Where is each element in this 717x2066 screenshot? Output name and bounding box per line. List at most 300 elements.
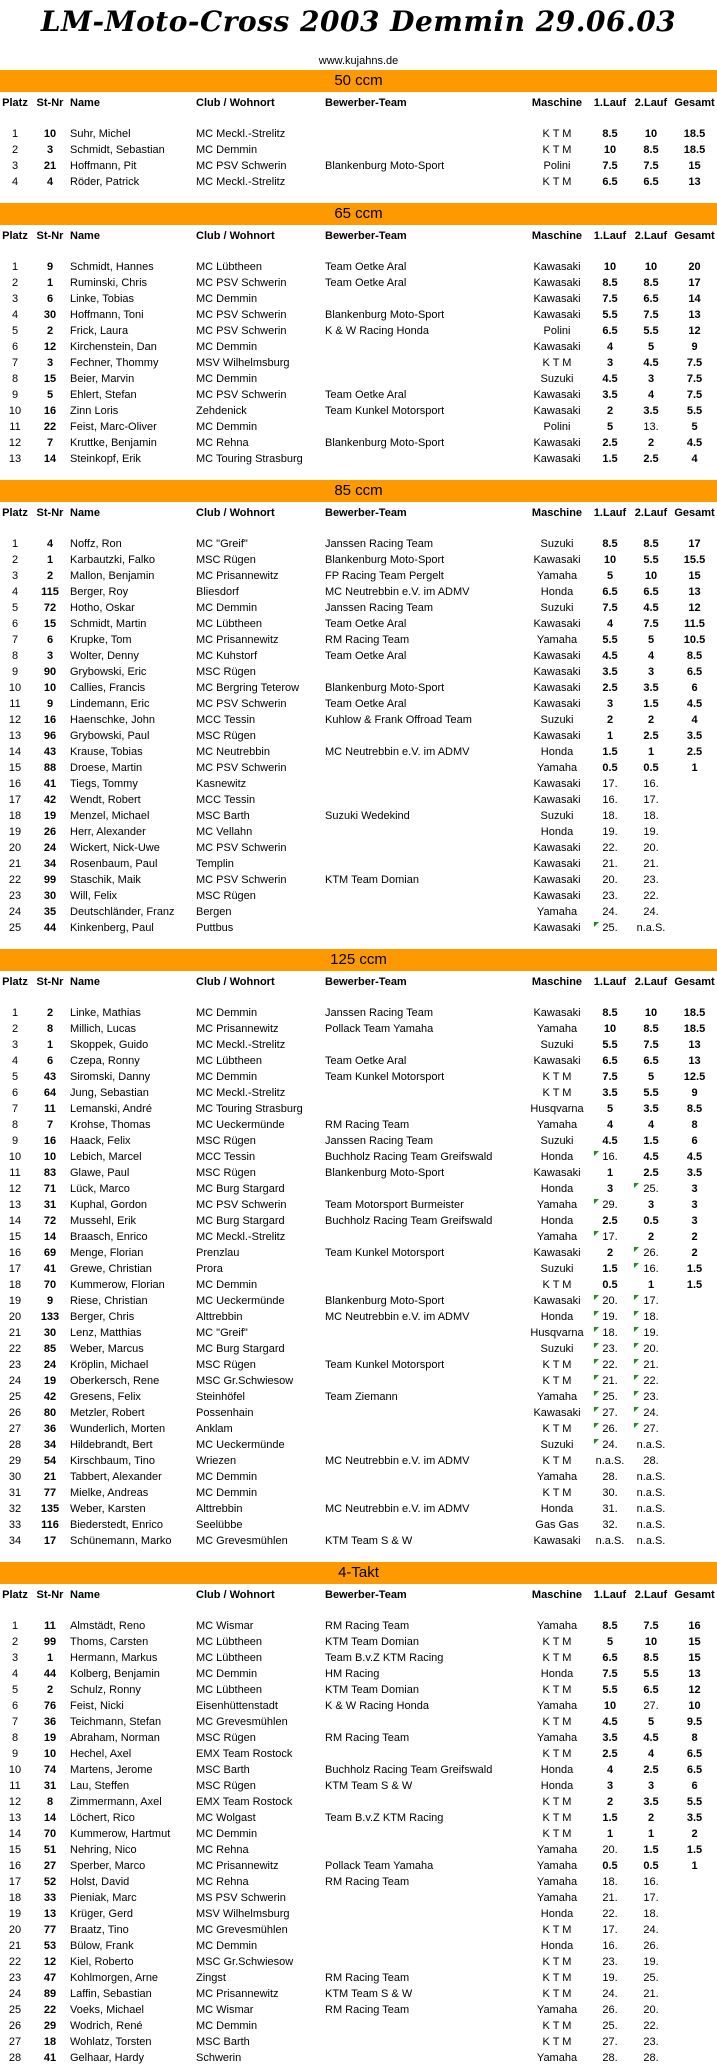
cell-club: MSV Wilhelmsburg bbox=[196, 1908, 290, 1920]
cell-gesamt: 7.5 bbox=[686, 373, 703, 385]
cell-club: MC Burg Stargard bbox=[196, 1183, 285, 1195]
result-row bbox=[0, 1501, 717, 1517]
cell-lauf1: 6.5 bbox=[602, 1652, 618, 1664]
cell-rider-name: Sperber, Marco bbox=[70, 1860, 146, 1872]
cell-maschine: Honda bbox=[540, 1780, 574, 1792]
col-header-lauf2: 2.Lauf bbox=[634, 1589, 668, 1601]
cell-lauf2: 2 bbox=[647, 1812, 655, 1824]
cell-club: MC PSV Schwerin bbox=[196, 762, 287, 774]
cell-lauf1: 5.5 bbox=[602, 309, 618, 321]
cell-lauf2: n.a.S. bbox=[636, 1535, 666, 1547]
cell-rider-name: Pieniak, Marc bbox=[70, 1892, 137, 1904]
cell-start-number: 21 bbox=[43, 160, 57, 172]
cell-team: KTM Team Domian bbox=[325, 1684, 419, 1696]
cell-team: Team Kunkel Motorsport bbox=[325, 1359, 445, 1371]
cell-platz: 22 bbox=[8, 1343, 22, 1355]
cell-lauf2: 17. bbox=[643, 794, 659, 806]
cell-platz: 2 bbox=[11, 1636, 19, 1648]
cell-club: MC Demmin bbox=[196, 373, 258, 385]
cell-rider-name: Löchert, Rico bbox=[70, 1812, 135, 1824]
cell-lauf2: 23. bbox=[643, 2036, 659, 2048]
cell-rider-name: Staschik, Maik bbox=[70, 874, 141, 886]
cell-lauf1: 5.5 bbox=[602, 1684, 618, 1696]
result-row bbox=[0, 1890, 717, 1906]
result-row bbox=[0, 1261, 717, 1277]
cell-rider-name: Suhr, Michel bbox=[70, 128, 131, 140]
cell-lauf1: 1.5 bbox=[602, 746, 618, 758]
cell-start-number: 19 bbox=[43, 1732, 57, 1744]
cell-lauf2: 7.5 bbox=[643, 1039, 659, 1051]
col-header-club: Club / Wohnort bbox=[196, 507, 275, 519]
cell-club: MC Wolgast bbox=[196, 1812, 256, 1824]
cell-rider-name: Callies, Francis bbox=[70, 682, 146, 694]
result-row bbox=[0, 1682, 717, 1698]
cell-maschine: K T M bbox=[542, 2036, 572, 2048]
cell-maschine: K T M bbox=[542, 1796, 572, 1808]
cell-club: MC PSV Schwerin bbox=[196, 698, 287, 710]
result-row bbox=[0, 1021, 717, 1037]
cell-gesamt: 3 bbox=[691, 1215, 698, 1227]
cell-team: Team Ziemann bbox=[325, 1391, 398, 1403]
cell-lauf1: 22. bbox=[592, 1357, 628, 1373]
cell-platz: 29 bbox=[8, 1455, 22, 1467]
cell-platz: 4 bbox=[11, 176, 19, 188]
col-header-stnr: St-Nr bbox=[36, 230, 64, 242]
cell-club: MC Demmin bbox=[196, 1279, 258, 1291]
cell-lauf1: 25. bbox=[592, 1389, 628, 1405]
result-row bbox=[0, 275, 717, 291]
cell-rider-name: Kröplin, Michael bbox=[70, 1359, 149, 1371]
cell-maschine: K T M bbox=[542, 1956, 572, 1968]
cell-club: MC Demmin bbox=[196, 1668, 258, 1680]
result-row bbox=[0, 435, 717, 451]
cell-club: MC Meckl.-Strelitz bbox=[196, 1231, 286, 1243]
cell-team: Buchholz Racing Team Greifswald bbox=[325, 1151, 493, 1163]
cell-club: MC Lübtheen bbox=[196, 618, 263, 630]
cell-lauf2: 18. bbox=[643, 1908, 659, 1920]
cell-lauf2: 3 bbox=[647, 1780, 655, 1792]
cell-start-number: 14 bbox=[43, 1231, 57, 1243]
cell-gesamt: 15 bbox=[688, 1652, 701, 1664]
cell-club: MSC Rügen bbox=[196, 554, 256, 566]
cell-start-number: 27 bbox=[43, 1860, 57, 1872]
cell-start-number: 135 bbox=[40, 1503, 60, 1515]
cell-club: MS PSV Schwerin bbox=[196, 1892, 286, 1904]
cell-platz: 15 bbox=[8, 762, 22, 774]
cell-maschine: Gas Gas bbox=[535, 1519, 579, 1531]
cell-lauf1: 1 bbox=[606, 1167, 614, 1179]
cell-platz: 1 bbox=[11, 128, 19, 140]
cell-lauf2: n.a.S. bbox=[636, 1503, 666, 1515]
cell-gesamt: 3.5 bbox=[686, 1167, 703, 1179]
cell-start-number: 96 bbox=[43, 730, 57, 742]
cell-platz: 17 bbox=[8, 1876, 22, 1888]
cell-gesamt: 17 bbox=[688, 277, 701, 289]
class-title-bar: 65 ccm bbox=[0, 203, 717, 225]
cell-rider-name: Gelhaar, Hardy bbox=[70, 2052, 144, 2064]
cell-rider-name: Grewe, Christian bbox=[70, 1263, 152, 1275]
cell-gesamt: 7.5 bbox=[686, 357, 703, 369]
cell-start-number: 16 bbox=[43, 405, 57, 417]
cell-rider-name: Thoms, Carsten bbox=[70, 1636, 149, 1648]
cell-lauf2: 6.5 bbox=[643, 586, 659, 598]
cell-start-number: 11 bbox=[44, 1103, 56, 1115]
cell-start-number: 47 bbox=[43, 1972, 57, 1984]
result-row bbox=[0, 1842, 717, 1858]
cell-maschine: Honda bbox=[540, 826, 574, 838]
cell-lauf2: 8.5 bbox=[643, 144, 659, 156]
cell-maschine: Kawasaki bbox=[533, 842, 581, 854]
cell-club: MC Lübtheen bbox=[196, 261, 263, 273]
cell-start-number: 41 bbox=[43, 778, 57, 790]
cell-club: MC Meckl.-Strelitz bbox=[196, 176, 286, 188]
cell-platz: 23 bbox=[8, 890, 22, 902]
col-header-lauf1: 1.Lauf bbox=[593, 1589, 627, 1601]
cell-rider-name: Tabbert, Alexander bbox=[70, 1471, 162, 1483]
result-row bbox=[0, 1341, 717, 1357]
cell-platz: 7 bbox=[11, 357, 19, 369]
cell-club: MC Lübtheen bbox=[196, 1055, 263, 1067]
cell-lauf2: 3.5 bbox=[643, 405, 659, 417]
cell-maschine: Polini bbox=[543, 325, 571, 337]
cell-lauf1: 3 bbox=[606, 1780, 614, 1792]
cell-start-number: 33 bbox=[43, 1892, 57, 1904]
cell-lauf2: 1 bbox=[647, 1828, 655, 1840]
cell-lauf2: 6.5 bbox=[643, 176, 659, 188]
cell-platz: 19 bbox=[8, 1295, 22, 1307]
cell-lauf1: 17. bbox=[602, 778, 618, 790]
col-header-lauf2: 2.Lauf bbox=[634, 230, 668, 242]
cell-lauf2: 4.5 bbox=[643, 1732, 659, 1744]
cell-platz: 2 bbox=[11, 554, 19, 566]
cell-platz: 19 bbox=[8, 826, 22, 838]
cell-lauf2: 3.5 bbox=[643, 1796, 659, 1808]
result-row bbox=[0, 1666, 717, 1682]
cell-club: MC PSV Schwerin bbox=[196, 309, 287, 321]
cell-rider-name: Kolberg, Benjamin bbox=[70, 1668, 160, 1680]
result-row bbox=[0, 1938, 717, 1954]
cell-club: MCC Tessin bbox=[196, 714, 256, 726]
cell-club: MSC Rügen bbox=[196, 1359, 256, 1371]
cell-gesamt: 16 bbox=[688, 1620, 701, 1632]
cell-club: MC Wismar bbox=[196, 1620, 254, 1632]
cell-maschine: Yamaha bbox=[536, 762, 578, 774]
cell-start-number: 72 bbox=[43, 1215, 57, 1227]
cell-lauf2: 17. bbox=[643, 1892, 659, 1904]
cell-lauf1: 24. bbox=[602, 1988, 618, 2000]
cell-team: Janssen Racing Team bbox=[325, 538, 434, 550]
cell-platz: 4 bbox=[11, 586, 19, 598]
cell-maschine: Kawasaki bbox=[533, 261, 581, 273]
cell-start-number: 19 bbox=[43, 810, 57, 822]
cell-lauf1: 18. bbox=[602, 1876, 618, 1888]
column-header-row bbox=[0, 1586, 717, 1604]
cell-rider-name: Biederstedt, Enrico bbox=[70, 1519, 163, 1531]
result-row bbox=[0, 387, 717, 403]
cell-maschine: K T M bbox=[542, 1684, 572, 1696]
col-header-name: Name bbox=[70, 507, 100, 519]
cell-platz: 13 bbox=[8, 1199, 22, 1211]
cell-lauf1: 20. bbox=[602, 874, 618, 886]
col-header-team: Bewerber-Team bbox=[325, 97, 407, 109]
cell-platz: 12 bbox=[8, 1796, 22, 1808]
cell-platz: 16 bbox=[8, 1860, 22, 1872]
cell-start-number: 2 bbox=[46, 1684, 54, 1696]
cell-team: FP Racing Team Pergelt bbox=[325, 570, 444, 582]
cell-lauf1: 4 bbox=[606, 618, 614, 630]
cell-lauf2: 13. bbox=[643, 421, 659, 433]
cell-lauf2: 22. bbox=[643, 2020, 659, 2032]
cell-rider-name: Krüger, Gerd bbox=[70, 1908, 133, 1920]
cell-lauf2: 3 bbox=[647, 666, 655, 678]
cell-club: MC Rehna bbox=[196, 1844, 249, 1856]
cell-gesamt: 18.5 bbox=[683, 144, 706, 156]
cell-platz: 26 bbox=[8, 1407, 22, 1419]
cell-lauf2: 5 bbox=[647, 341, 655, 353]
cell-lauf1: 10 bbox=[603, 1700, 617, 1712]
cell-lauf1: 19. bbox=[602, 1972, 618, 1984]
cell-maschine: Yamaha bbox=[536, 1860, 578, 1872]
result-row bbox=[0, 664, 717, 680]
cell-maschine: Yamaha bbox=[536, 1471, 578, 1483]
cell-team: Janssen Racing Team bbox=[325, 602, 434, 614]
cell-rider-name: Will, Felix bbox=[70, 890, 118, 902]
cell-maschine: Yamaha bbox=[536, 2052, 578, 2064]
col-header-club: Club / Wohnort bbox=[196, 97, 275, 109]
cell-start-number: 1 bbox=[46, 1039, 54, 1051]
website-link[interactable]: www.kujahns.de bbox=[318, 55, 399, 67]
cell-lauf2: 7.5 bbox=[643, 160, 659, 172]
cell-maschine: Suzuki bbox=[540, 1039, 574, 1051]
cell-rider-name: Noffz, Ron bbox=[70, 538, 122, 550]
cell-lauf2: 27. bbox=[643, 1700, 659, 1712]
result-row bbox=[0, 616, 717, 632]
result-row bbox=[0, 648, 717, 664]
cell-gesamt: 1.5 bbox=[686, 1263, 703, 1275]
cell-club: EMX Team Rostock bbox=[196, 1748, 293, 1760]
cell-rider-name: Weber, Marcus bbox=[70, 1343, 144, 1355]
cell-lauf2: 4 bbox=[647, 650, 655, 662]
cell-platz: 34 bbox=[8, 1535, 22, 1547]
cell-team: RM Racing Team bbox=[325, 2004, 410, 2016]
cell-lauf2: 22. bbox=[632, 1373, 670, 1389]
cell-start-number: 88 bbox=[43, 762, 57, 774]
cell-start-number: 19 bbox=[43, 1375, 57, 1387]
cell-lauf2: 22. bbox=[643, 890, 659, 902]
cell-platz: 9 bbox=[11, 666, 19, 678]
cell-rider-name: Krause, Tobias bbox=[70, 746, 143, 758]
cell-platz: 16 bbox=[8, 1247, 22, 1259]
cell-club: MC Demmin bbox=[196, 2020, 258, 2032]
result-row bbox=[0, 872, 717, 888]
cell-gesamt: 2.5 bbox=[686, 746, 703, 758]
cell-club: MC Demmin bbox=[196, 1940, 258, 1952]
result-row bbox=[0, 856, 717, 872]
cell-lauf1: 3.5 bbox=[602, 1087, 618, 1099]
cell-gesamt: 13 bbox=[688, 1055, 701, 1067]
cell-club: MC Grevesmühlen bbox=[196, 1924, 288, 1936]
cell-start-number: 34 bbox=[43, 858, 57, 870]
cell-lauf1: 19. bbox=[602, 826, 618, 838]
cell-rider-name: Wohlatz, Torsten bbox=[70, 2036, 152, 2048]
cell-lauf2: 10 bbox=[644, 261, 658, 273]
cell-maschine: K T M bbox=[542, 1455, 572, 1467]
class-title-bar: 85 ccm bbox=[0, 480, 717, 502]
cell-rider-name: Lindemann, Eric bbox=[70, 698, 150, 710]
result-row bbox=[0, 1213, 717, 1229]
result-row bbox=[0, 680, 717, 696]
cell-lauf2: 7.5 bbox=[643, 309, 659, 321]
cell-maschine: Suzuki bbox=[540, 538, 574, 550]
cell-start-number: 71 bbox=[43, 1183, 57, 1195]
cell-club: MC Demmin bbox=[196, 1828, 258, 1840]
cell-lauf2: 4.5 bbox=[643, 602, 659, 614]
result-row bbox=[0, 291, 717, 307]
cell-gesamt: 1.5 bbox=[686, 1279, 703, 1291]
cell-rider-name: Kirschbaum, Tino bbox=[70, 1455, 155, 1467]
result-rows bbox=[0, 259, 717, 467]
result-row bbox=[0, 1117, 717, 1133]
cell-club: MC Grevesmühlen bbox=[196, 1716, 288, 1728]
col-header-name: Name bbox=[70, 976, 100, 988]
cell-club: MC Rehna bbox=[196, 437, 249, 449]
cell-maschine: Yamaha bbox=[536, 1620, 578, 1632]
col-header-team: Bewerber-Team bbox=[325, 230, 407, 242]
cell-club: MC Demmin bbox=[196, 293, 258, 305]
result-row bbox=[0, 1293, 717, 1309]
cell-club: Kasnewitz bbox=[196, 778, 247, 790]
cell-club: MC PSV Schwerin bbox=[196, 160, 287, 172]
cell-lauf1: 0.5 bbox=[602, 1279, 618, 1291]
cell-gesamt: 9 bbox=[691, 341, 698, 353]
cell-team: Team Oetke Aral bbox=[325, 698, 407, 710]
cell-lauf1: 27. bbox=[602, 2036, 618, 2048]
cell-platz: 11 bbox=[9, 698, 21, 710]
result-row bbox=[0, 1858, 717, 1874]
cell-maschine: Suzuki bbox=[540, 1439, 574, 1451]
cell-maschine: Honda bbox=[540, 1908, 574, 1920]
class-section bbox=[0, 70, 717, 190]
cell-team: RM Racing Team bbox=[325, 1732, 410, 1744]
cell-platz: 8 bbox=[11, 1119, 19, 1131]
cell-rider-name: Bülow, Frank bbox=[70, 1940, 134, 1952]
cell-start-number: 2 bbox=[46, 1007, 54, 1019]
cell-club: MC Kuhstorf bbox=[196, 650, 258, 662]
result-row bbox=[0, 696, 717, 712]
cell-start-number: 10 bbox=[43, 128, 57, 140]
cell-platz: 14 bbox=[8, 1828, 22, 1840]
cell-platz: 17 bbox=[8, 794, 22, 806]
cell-start-number: 54 bbox=[43, 1455, 57, 1467]
cell-rider-name: Lau, Steffen bbox=[70, 1780, 130, 1792]
cell-lauf1: 1.5 bbox=[602, 453, 618, 465]
result-row bbox=[0, 1810, 717, 1826]
col-header-lauf2: 2.Lauf bbox=[634, 97, 668, 109]
cell-lauf1: 1.5 bbox=[602, 1263, 618, 1275]
cell-lauf1: 5 bbox=[606, 570, 614, 582]
cell-lauf2: 2.5 bbox=[643, 1167, 659, 1179]
cell-lauf1: 27. bbox=[592, 1405, 628, 1421]
cell-platz: 16 bbox=[8, 778, 22, 790]
cell-lauf1: 8.5 bbox=[602, 128, 618, 140]
cell-team: Team Oetke Aral bbox=[325, 261, 407, 273]
cell-club: Bergen bbox=[196, 906, 232, 918]
cell-gesamt: 5.5 bbox=[686, 1796, 703, 1808]
cell-gesamt: 1 bbox=[691, 1860, 698, 1872]
cell-start-number: 1 bbox=[46, 277, 54, 289]
cell-gesamt: 6.5 bbox=[686, 1748, 703, 1760]
cell-lauf1: 8.5 bbox=[602, 538, 618, 550]
cell-club: MC Neutrebbin bbox=[196, 746, 270, 758]
cell-maschine: Kawasaki bbox=[533, 554, 581, 566]
cell-start-number: 80 bbox=[43, 1407, 57, 1419]
cell-platz: 24 bbox=[8, 1988, 22, 2000]
cell-club: MC "Greif" bbox=[196, 1327, 248, 1339]
cell-lauf2: 27. bbox=[632, 1421, 670, 1437]
cell-rider-name: Jung, Sebastian bbox=[70, 1087, 149, 1099]
result-row bbox=[0, 1197, 717, 1213]
cell-platz: 6 bbox=[11, 1700, 19, 1712]
cell-team: K & W Racing Honda bbox=[325, 1700, 429, 1712]
cell-lauf2: 5.5 bbox=[643, 1087, 659, 1099]
cell-lauf2: 28. bbox=[643, 1455, 659, 1467]
cell-platz: 6 bbox=[11, 341, 19, 353]
cell-lauf1: 7.5 bbox=[602, 602, 618, 614]
cell-maschine: Honda bbox=[540, 746, 574, 758]
cell-lauf2: 8.5 bbox=[643, 538, 659, 550]
cell-gesamt: 12 bbox=[688, 602, 701, 614]
col-header-gesamt: Gesamt bbox=[674, 507, 715, 519]
cell-maschine: Suzuki bbox=[540, 714, 574, 726]
result-row bbox=[0, 1309, 717, 1325]
cell-platz: 22 bbox=[8, 1956, 22, 1968]
cell-start-number: 36 bbox=[43, 1423, 57, 1435]
cell-lauf1: 6.5 bbox=[602, 325, 618, 337]
cell-platz: 32 bbox=[8, 1503, 22, 1515]
cell-platz: 21 bbox=[8, 1327, 22, 1339]
cell-start-number: 90 bbox=[43, 666, 57, 678]
cell-rider-name: Kiel, Roberto bbox=[70, 1956, 134, 1968]
cell-platz: 7 bbox=[11, 1716, 19, 1728]
cell-start-number: 12 bbox=[43, 1956, 57, 1968]
cell-lauf2: 16. bbox=[643, 778, 659, 790]
cell-platz: 18 bbox=[8, 1892, 22, 1904]
cell-rider-name: Menzel, Michael bbox=[70, 810, 150, 822]
cell-maschine: Kawasaki bbox=[533, 1407, 581, 1419]
cell-rider-name: Berger, Roy bbox=[70, 586, 129, 598]
cell-platz: 10 bbox=[8, 405, 22, 417]
cell-start-number: 24 bbox=[43, 1359, 57, 1371]
cell-platz: 26 bbox=[8, 2020, 22, 2032]
cell-gesamt: 8 bbox=[691, 1732, 698, 1744]
cell-lauf1: 3.5 bbox=[602, 1732, 618, 1744]
cell-maschine: Yamaha bbox=[536, 1199, 578, 1211]
cell-rider-name: Beier, Marvin bbox=[70, 373, 135, 385]
result-row bbox=[0, 1986, 717, 2002]
cell-maschine: Suzuki bbox=[540, 1135, 574, 1147]
cell-platz: 27 bbox=[8, 2036, 22, 2048]
cell-lauf2: n.a.S. bbox=[636, 1439, 666, 1451]
cell-gesamt: 13 bbox=[688, 1668, 701, 1680]
result-row bbox=[0, 600, 717, 616]
cell-club: MC Prisannewitz bbox=[196, 1860, 279, 1872]
cell-lauf1: n.a.S. bbox=[595, 1455, 625, 1467]
result-row bbox=[0, 2018, 717, 2034]
cell-rider-name: Millich, Lucas bbox=[70, 1023, 137, 1035]
cell-club: MC Meckl.-Strelitz bbox=[196, 128, 286, 140]
col-header-club: Club / Wohnort bbox=[196, 1589, 275, 1601]
cell-team: MC Neutrebbin e.V. im ADMV bbox=[325, 1311, 470, 1323]
